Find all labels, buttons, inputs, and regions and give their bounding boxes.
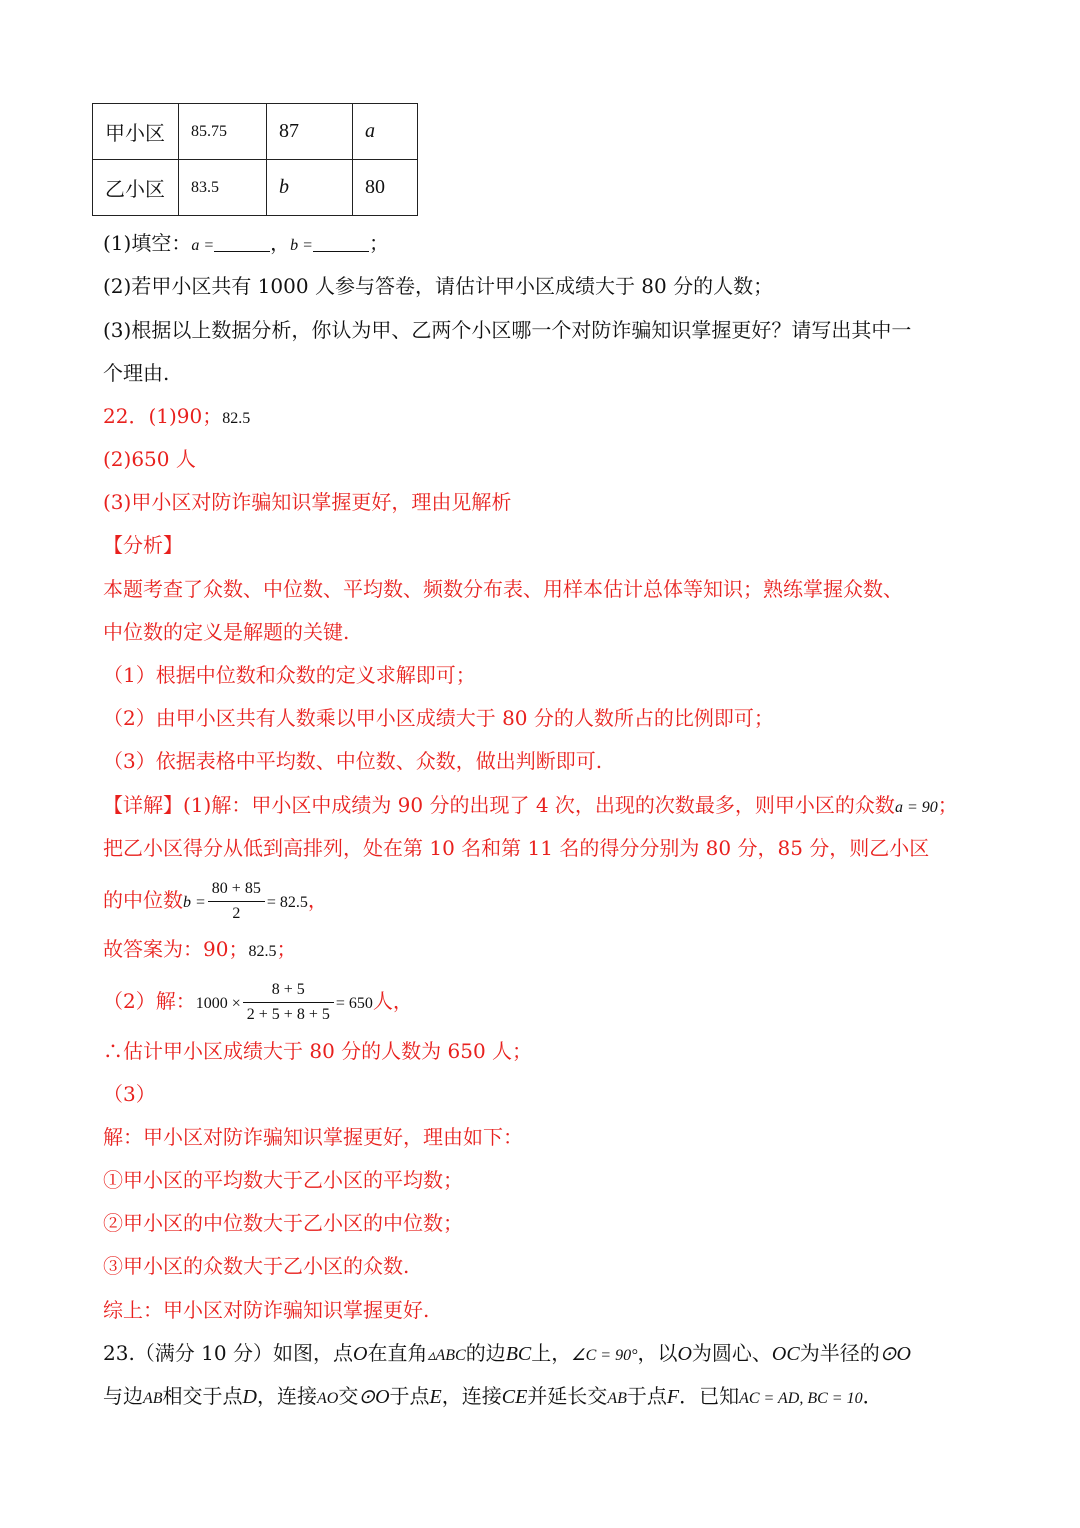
table-cell: 85.75 (179, 104, 267, 160)
separator: ， (270, 231, 291, 255)
median-label: 的中位数 (103, 888, 183, 912)
median-result: = 82.5 (266, 894, 308, 911)
text: 23.（满分 10 分）如图，点 (103, 1341, 353, 1365)
part-3-label: （3） (103, 1082, 156, 1106)
table-row (93, 104, 418, 160)
answer-3: (3)甲小区对防诈骗知识掌握更好，理由见解析 (103, 490, 512, 514)
part-2-lhs: 1000 × (195, 995, 241, 1012)
therefore-line: ∴估计甲小区成绩大于 80 分的人数为 650 人； (103, 1039, 533, 1063)
text: 于点 (389, 1384, 430, 1408)
table-cell: 80 (353, 160, 418, 216)
part-2-result: = 650 (335, 995, 373, 1012)
side-ab: AB (607, 1390, 627, 1407)
table-cell: 83.5 (179, 160, 267, 216)
answer-2: (2)650 人 (103, 447, 196, 471)
median-fraction (208, 879, 265, 924)
blank-a-label: a = (191, 237, 215, 254)
line-end: ． (862, 1384, 883, 1408)
table-cell: 甲小区 (93, 104, 179, 160)
text: ．已知 (679, 1384, 740, 1408)
line-end: ， (307, 888, 328, 912)
segment-ce: CE (501, 1386, 528, 1408)
point-o: O (352, 1343, 368, 1365)
fraction-denominator: 2 (232, 905, 241, 922)
detail-line-3 (103, 876, 328, 927)
circle-o: ⊙O (358, 1386, 390, 1408)
question-23-line-2 (103, 1382, 883, 1413)
text: 并延长交 (527, 1384, 608, 1408)
part-3-intro: 解：甲小区对防诈骗知识掌握更好，理由如下： (103, 1125, 523, 1149)
text: 上， (531, 1341, 572, 1365)
text: ，以 (637, 1341, 678, 1365)
text: ，连接 (257, 1384, 317, 1408)
reason-2: ②甲小区的中位数大于乙小区的中位数； (103, 1211, 463, 1235)
detail-line-2: 把乙小区得分从低到高排列，处在第 10 名和第 11 名的得分分别为 80 分，85 分，则乙小区 (103, 836, 930, 860)
answer-1 (103, 402, 250, 433)
part-2-solution (103, 976, 413, 1029)
summary: 综上：甲小区对防诈骗知识掌握更好. (103, 1298, 430, 1322)
angle-c: ∠C = 90° (571, 1347, 638, 1364)
line-end: 人， (372, 989, 413, 1013)
detail-line-1 (103, 791, 958, 822)
text: 在直角 (367, 1341, 428, 1365)
analysis-step-3: （3）依据表格中平均数、中位数、众数，做出判断即可. (103, 749, 603, 773)
text: 的边 (465, 1341, 506, 1365)
question-1 (103, 229, 389, 260)
final-answer-text: 故答案为：90； (103, 937, 249, 961)
fraction-denominator: 2 + 5 + 8 + 5 (246, 1006, 330, 1023)
point-f: F (666, 1386, 680, 1408)
circle-o: ⊙O (879, 1343, 911, 1365)
text: 交 (338, 1384, 359, 1408)
line-end: ； (937, 793, 958, 817)
point-o: O (677, 1343, 692, 1365)
detail-line-1-text: 【详解】(1)解：甲小区中成绩为 90 分的出现了 4 次，出现的次数最多，则甲小区的众数 (103, 793, 895, 817)
text: 为圆心、 (691, 1341, 772, 1365)
answer-1-value: 82.5 (222, 410, 251, 427)
final-answer-1 (103, 935, 296, 966)
given-conditions: AC = AD, BC = 10 (739, 1390, 863, 1407)
part-2-label: （2）解： (103, 989, 196, 1013)
median-variable: b = (183, 894, 206, 911)
table-cell: 87 (267, 104, 353, 160)
question-2: (2)若甲小区共有 1000 人参与答卷，请估计甲小区成绩大于 80 分的人数； (103, 274, 774, 298)
text: 相交于点 (162, 1384, 243, 1408)
table-row (93, 160, 418, 216)
analysis-step-1: （1）根据中位数和众数的定义求解即可； (103, 663, 476, 687)
reason-3: ③甲小区的众数大于乙小区的众数. (103, 1254, 410, 1278)
analysis-heading: 【分析】 (103, 533, 183, 557)
part-2-fraction (243, 980, 334, 1025)
analysis-line-1: 本题考查了众数、中位数、平均数、频数分布表、用样本估计总体等知识；熟练掌握众数、 (103, 577, 903, 601)
analysis-step-2: （2）由甲小区共有人数乘以甲小区成绩大于 80 分的人数所占的比例即可； (103, 706, 774, 730)
table-cell: 乙小区 (93, 160, 179, 216)
blank-b (313, 233, 369, 252)
text: ，连接 (441, 1384, 502, 1408)
text: 为半径的 (799, 1341, 880, 1365)
text: 于点 (626, 1384, 667, 1408)
question-23-line-1 (103, 1339, 911, 1370)
point-d: D (242, 1386, 257, 1408)
side-ab: AB (143, 1390, 163, 1407)
answer-1-text: 22．(1)90； (103, 404, 223, 428)
blank-a (214, 233, 270, 252)
question-3-line-1: (3)根据以上数据分析，你认为甲、乙两个小区哪一个对防诈骗知识掌握更好？请写出其中一 (103, 318, 912, 342)
blank-b-label: b = (290, 237, 313, 254)
analysis-line-2: 中位数的定义是解题的关键. (103, 620, 350, 644)
question-1-label: (1)填空： (103, 231, 192, 255)
side-bc: BC (505, 1343, 532, 1365)
table-cell: b (267, 160, 353, 216)
point-e: E (429, 1386, 442, 1408)
line-end: ； (276, 937, 297, 961)
fraction-numerator: 80 + 85 (208, 879, 265, 902)
segment-ao: AO (317, 1390, 339, 1407)
triangle-abc: ▵ABC (427, 1347, 466, 1364)
table-cell: a (353, 104, 418, 160)
segment-oc: OC (771, 1343, 800, 1365)
fraction-numerator: 8 + 5 (243, 980, 334, 1003)
line-end: ； (368, 231, 389, 255)
text: 与边 (103, 1384, 143, 1408)
final-answer-value: 82.5 (248, 943, 277, 960)
question-3-line-2: 个理由. (103, 361, 170, 385)
mode-value: a = 90 (894, 799, 938, 816)
reason-1: ①甲小区的平均数大于乙小区的平均数； (103, 1168, 463, 1192)
statistics-table (92, 103, 418, 216)
